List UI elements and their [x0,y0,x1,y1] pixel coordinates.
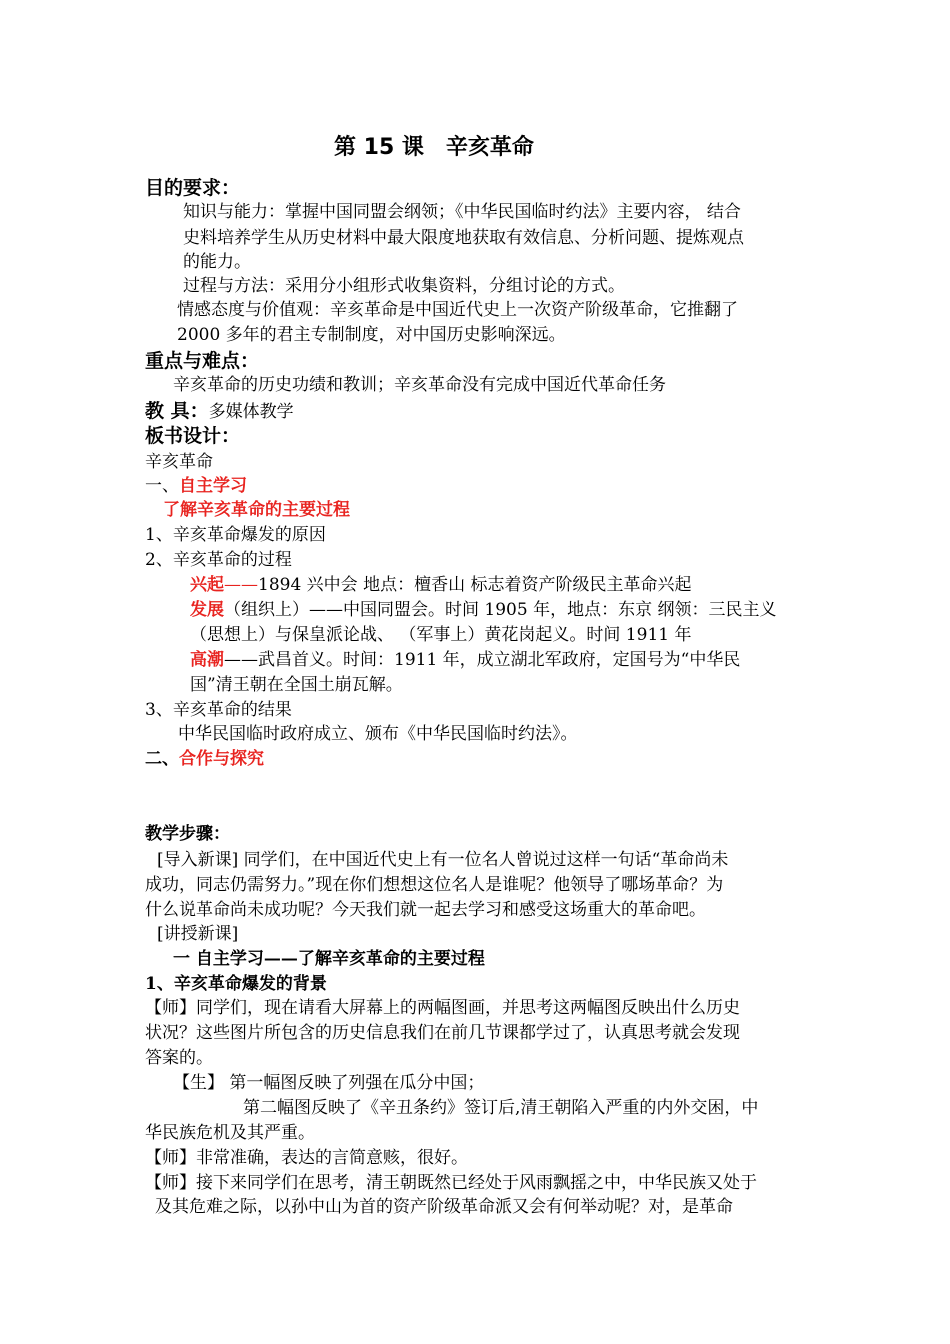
lecture-label: [讲授新课] [157,924,239,944]
development-label: 发展 [190,600,224,620]
section-title: 合作与探究 [179,749,264,769]
board-development-line [190,598,776,622]
board-climax-line-2: 国”清王朝在全国土崩瓦解。 [190,675,403,695]
board-heading: 板书设计： [145,425,241,447]
teacher-line: 【师】接下来同学们在思考，清王朝既然已经处于风雨飘摇之中，中华民族又处于 [145,1173,757,1193]
climax-label: 高潮 [190,650,224,670]
board-section-1-sub: 了解辛亥革命的主要过程 [163,500,350,520]
key-points-text: 辛亥革命的历史功绩和教训；辛亥革命没有完成中国近代革命任务 [173,375,666,395]
tools-text: 多媒体教学 [208,402,294,422]
intro-line: 成功，同志仍需努力。”现在你们想想这位名人是谁呢？他领导了哪场革命？为 [145,875,724,895]
key-points-heading: 重点与难点： [145,350,260,372]
board-item-3: 3、辛亥革命的结果 [145,700,292,720]
student-line: 华民族危机及其严重。 [145,1123,315,1143]
board-topic: 辛亥革命 [145,452,213,472]
teacher-line: 【师】同学们，现在请看大屏幕上的两幅图画，并思考这两幅图反映出什么历史 [145,998,740,1018]
objectives-line: 知识与能力：掌握中国同盟会纲领；《中华民国临时约法》主要内容， 结合 [183,202,741,222]
rise-dash: —— [224,575,258,595]
student-line: 第二幅图反映了《辛丑条约》签订后,清王朝陷入严重的内外交困，中 [243,1098,759,1118]
board-development-line-2: （思想上）与保皇派论战、 （军事上）黄花岗起义。时间 1911 年 [190,625,692,645]
part-1-subtitle: 1、辛亥革命爆发的背景 [145,974,327,994]
section-number: 一、 [145,476,179,496]
development-text: （组织上）——中国同盟会。时间 1905 年，地点：东京 纲领：三民主义 [224,600,777,620]
page-title: 第 15 课 辛亥革命 [334,135,534,160]
tools-heading: 教 具： [145,400,209,422]
objectives-line: 2000 多年的君主专制制度，对中国历史影响深远。 [177,325,566,345]
objectives-line: 的能力。 [183,252,251,272]
objectives-heading: 目的要求： [145,177,241,199]
tools-line [145,399,294,424]
objectives-line: 史料培养学生从历史材料中最大限度地获取有效信息、分析问题、提炼观点 [183,228,744,248]
section-title: 自主学习 [179,476,247,496]
teacher-line: 及其危难之际，以孙中山为首的资产阶级革命派又会有何举动呢？对，是革命 [155,1197,733,1217]
climax-text: ——武昌首义。时间：1911 年，成立湖北军政府，定国号为“中华民 [224,650,741,670]
objectives-line: 过程与方法：采用分小组形式收集资料，分组讨论的方式。 [183,276,625,296]
teacher-line: 答案的。 [145,1048,213,1068]
section-number: 二、 [145,749,179,769]
steps-heading: 教学步骤： [145,824,230,844]
board-item-1: 1、辛亥革命爆发的原因 [145,525,326,545]
board-climax-line [190,648,740,672]
objectives-line: 情感态度与价值观：辛亥革命是中国近代史上一次资产阶级革命，它推翻了 [177,300,738,320]
board-rise-line [190,573,691,597]
board-section-2 [145,747,264,771]
student-line: 【生】 第一幅图反映了列强在瓜分中国； [173,1073,485,1093]
rise-text: 1894 兴中会 地点：檀香山 标志着资产阶级民主革命兴起 [258,575,692,595]
teacher-line: 状况？这些图片所包含的历史信息我们在前几节课都学过了，认真思考就会发现 [145,1023,740,1043]
board-item-3-text: 中华民国临时政府成立、颁布《中华民国临时约法》。 [178,724,578,744]
rise-label: 兴起 [190,575,224,595]
teacher-line: 【师】非常准确，表达的言简意赅，很好。 [145,1148,468,1168]
board-item-2: 2、辛亥革命的过程 [145,550,292,570]
intro-line: 什么说革命尚未成功呢？今天我们就一起去学习和感受这场重大的革命吧。 [145,900,706,920]
part-1-title: 一 自主学习——了解辛亥革命的主要过程 [173,949,485,969]
intro-line: [导入新课] 同学们，在中国近代史上有一位名人曾说过这样一句话“革命尚未 [157,850,729,870]
board-section-1 [145,474,247,498]
